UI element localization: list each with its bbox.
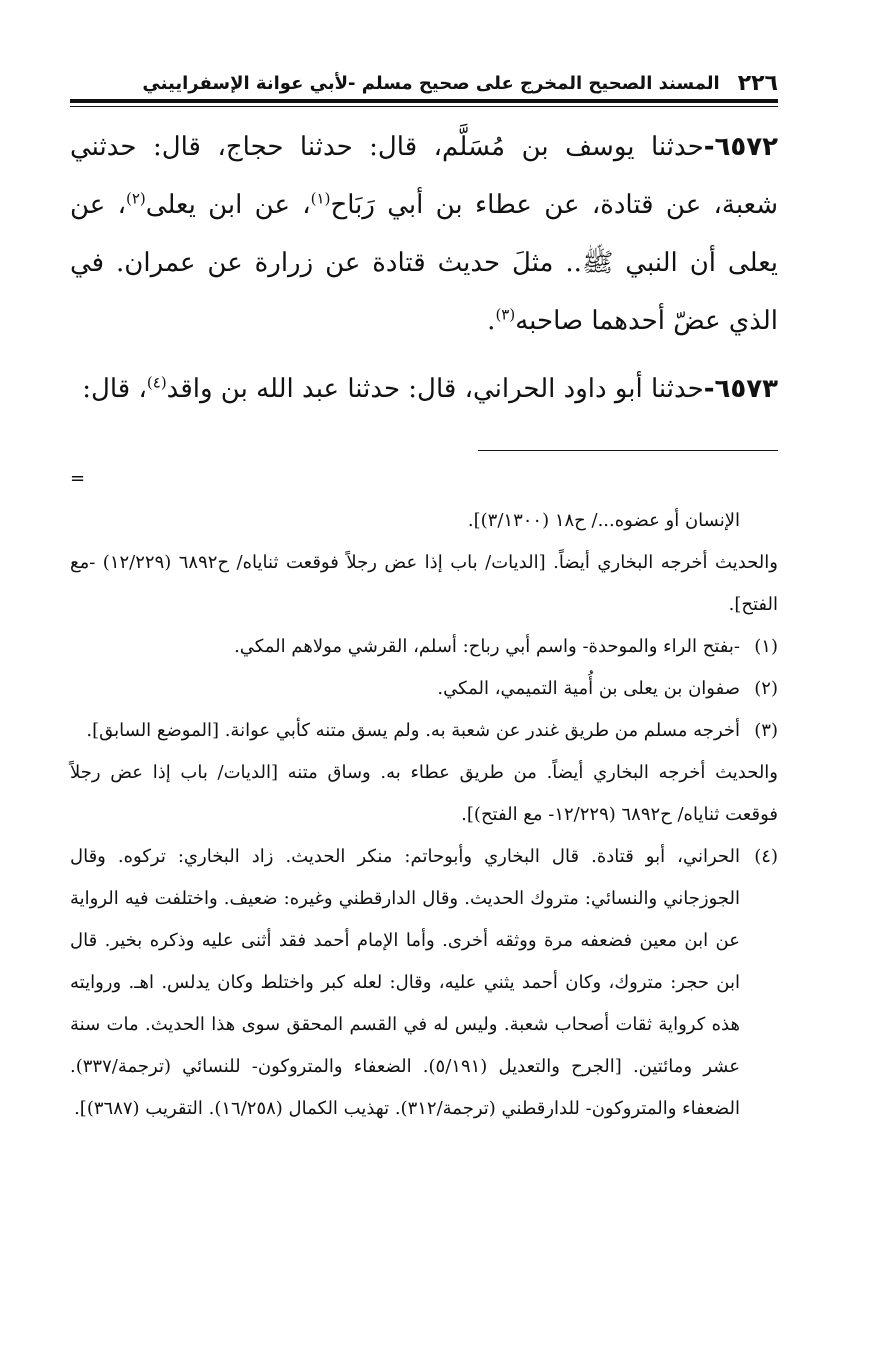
footnote-1 bbox=[70, 626, 778, 668]
footnote-continuation: والحديث أخرجه البخاري أيضاً. [الديات/ باب إذا عض رجلاً فوقعت ثناياه/ ح٦٨٩٢ (١٢/٢٢٩) -مع الفتح]. bbox=[70, 552, 778, 615]
running-header bbox=[118, 66, 778, 98]
hadith-text: ، عن ابن يعلى bbox=[145, 190, 311, 220]
hadith-6573 bbox=[70, 360, 778, 418]
hadith-text: ، عن يعلى أن النبي ﷺ.. مثلَ حديث قتادة عن زرارة عن عمران. في الذي عضّ أحدهما صاحبه bbox=[70, 190, 778, 336]
footnote-ref: (٣) bbox=[495, 305, 516, 324]
hadith-text: ، قال: bbox=[82, 374, 147, 404]
hadith-number: ٦٥٧٢- bbox=[703, 132, 778, 162]
hadith-number: ٦٥٧٣- bbox=[703, 374, 778, 404]
footnote-text: صفوان بن يعلى بن أُمية التميمي، المكي. bbox=[437, 678, 740, 699]
footnote-2 bbox=[70, 668, 778, 710]
footnote-ref: (٢) bbox=[126, 189, 146, 208]
main-text bbox=[70, 118, 778, 418]
footnote-separator bbox=[478, 450, 778, 451]
footnote-number: (٣) bbox=[754, 720, 778, 741]
header-rule-thick bbox=[70, 99, 778, 103]
footnote-text: الحراني، أبو قتادة. قال البخاري وأبوحاتم: منكر الحديث. زاد البخاري: تركوه. وقال الجوزجاني والنسائي: متروك الحديث. وقال الدارقطني وغيره: ضعيف. واختلفت فيه الرواية عن ابن معين فضعفه مرة ووثقه أخرى. وأما الإمام أحمد فقد أثنى عليه وذكره بخير. قال ابن حجر: متروك، وكان أحمد يثني عليه، وقال: لعله كبر واختلط وكان يدلس. اهـ. وروايته هذه كرواية ثقات أصحاب شعبة. وليس له في القسم المحقق سوى هذا الحديث. مات سنة عشر ومائتين. [الجرح والتعديل (٥/١٩١). الضعفاء والمتروكون- للنسائي (ترجمة/٣٣٧). الضعفاء والمتروكون- للدارقطني (ترجمة/٣١٢). تهذيب الكمال (١٦/٢٥٨). التقريب (٣٦٨٧)]. bbox=[70, 846, 740, 1119]
footnote-3-continuation: والحديث أخرجه البخاري أيضاً. من طريق عطاء به. وساق متنه [الديات/ باب إذا عض رجلاً فوقعت ثناياه/ ح٦٨٩٢ (١٢/٢٢٩- مع الفتح)]. bbox=[70, 762, 778, 825]
footnotes bbox=[70, 500, 778, 1130]
footnote-number: (١) bbox=[754, 636, 778, 657]
footnote-4 bbox=[70, 836, 778, 1130]
footnote-ref: (٤) bbox=[146, 373, 167, 392]
footnote-ref: (١) bbox=[310, 189, 331, 208]
footnote-number: (٢) bbox=[754, 678, 778, 699]
hadith-text: . bbox=[487, 306, 496, 336]
hadith-text: حدثنا أبو داود الحراني، قال: حدثنا عبد الله بن واقد bbox=[166, 374, 704, 404]
footnote-number: (٤) bbox=[754, 846, 778, 867]
running-title: المسند الصحيح المخرج على صحيح مسلم -لأبي عوانة الإسفراييني bbox=[142, 73, 720, 94]
hadith-text: حدثنا يوسف بن مُسَلَّم، قال: حدثنا حجاج، قال: حدثني شعبة، عن قتادة، عن عطاء بن أبي رَبَاح bbox=[70, 132, 778, 220]
continuation-mark: = bbox=[70, 468, 86, 489]
page-number: ٢٢٦ bbox=[737, 71, 778, 96]
header-rule-thin bbox=[70, 106, 778, 107]
footnote-text: أخرجه مسلم من طريق غندر عن شعبة به. ولم يسق متنه كأبي عوانة. [الموضع السابق]. bbox=[86, 720, 740, 741]
footnote-3 bbox=[70, 710, 778, 752]
footnote-text: -بفتح الراء والموحدة- واسم أبي رباح: أسلم، القرشي مولاهم المكي. bbox=[234, 636, 740, 657]
footnote-continuation: الإنسان أو عضوه.../ ح١٨ (٣/١٣٠٠)]. bbox=[467, 510, 740, 531]
hadith-6572 bbox=[70, 118, 778, 350]
